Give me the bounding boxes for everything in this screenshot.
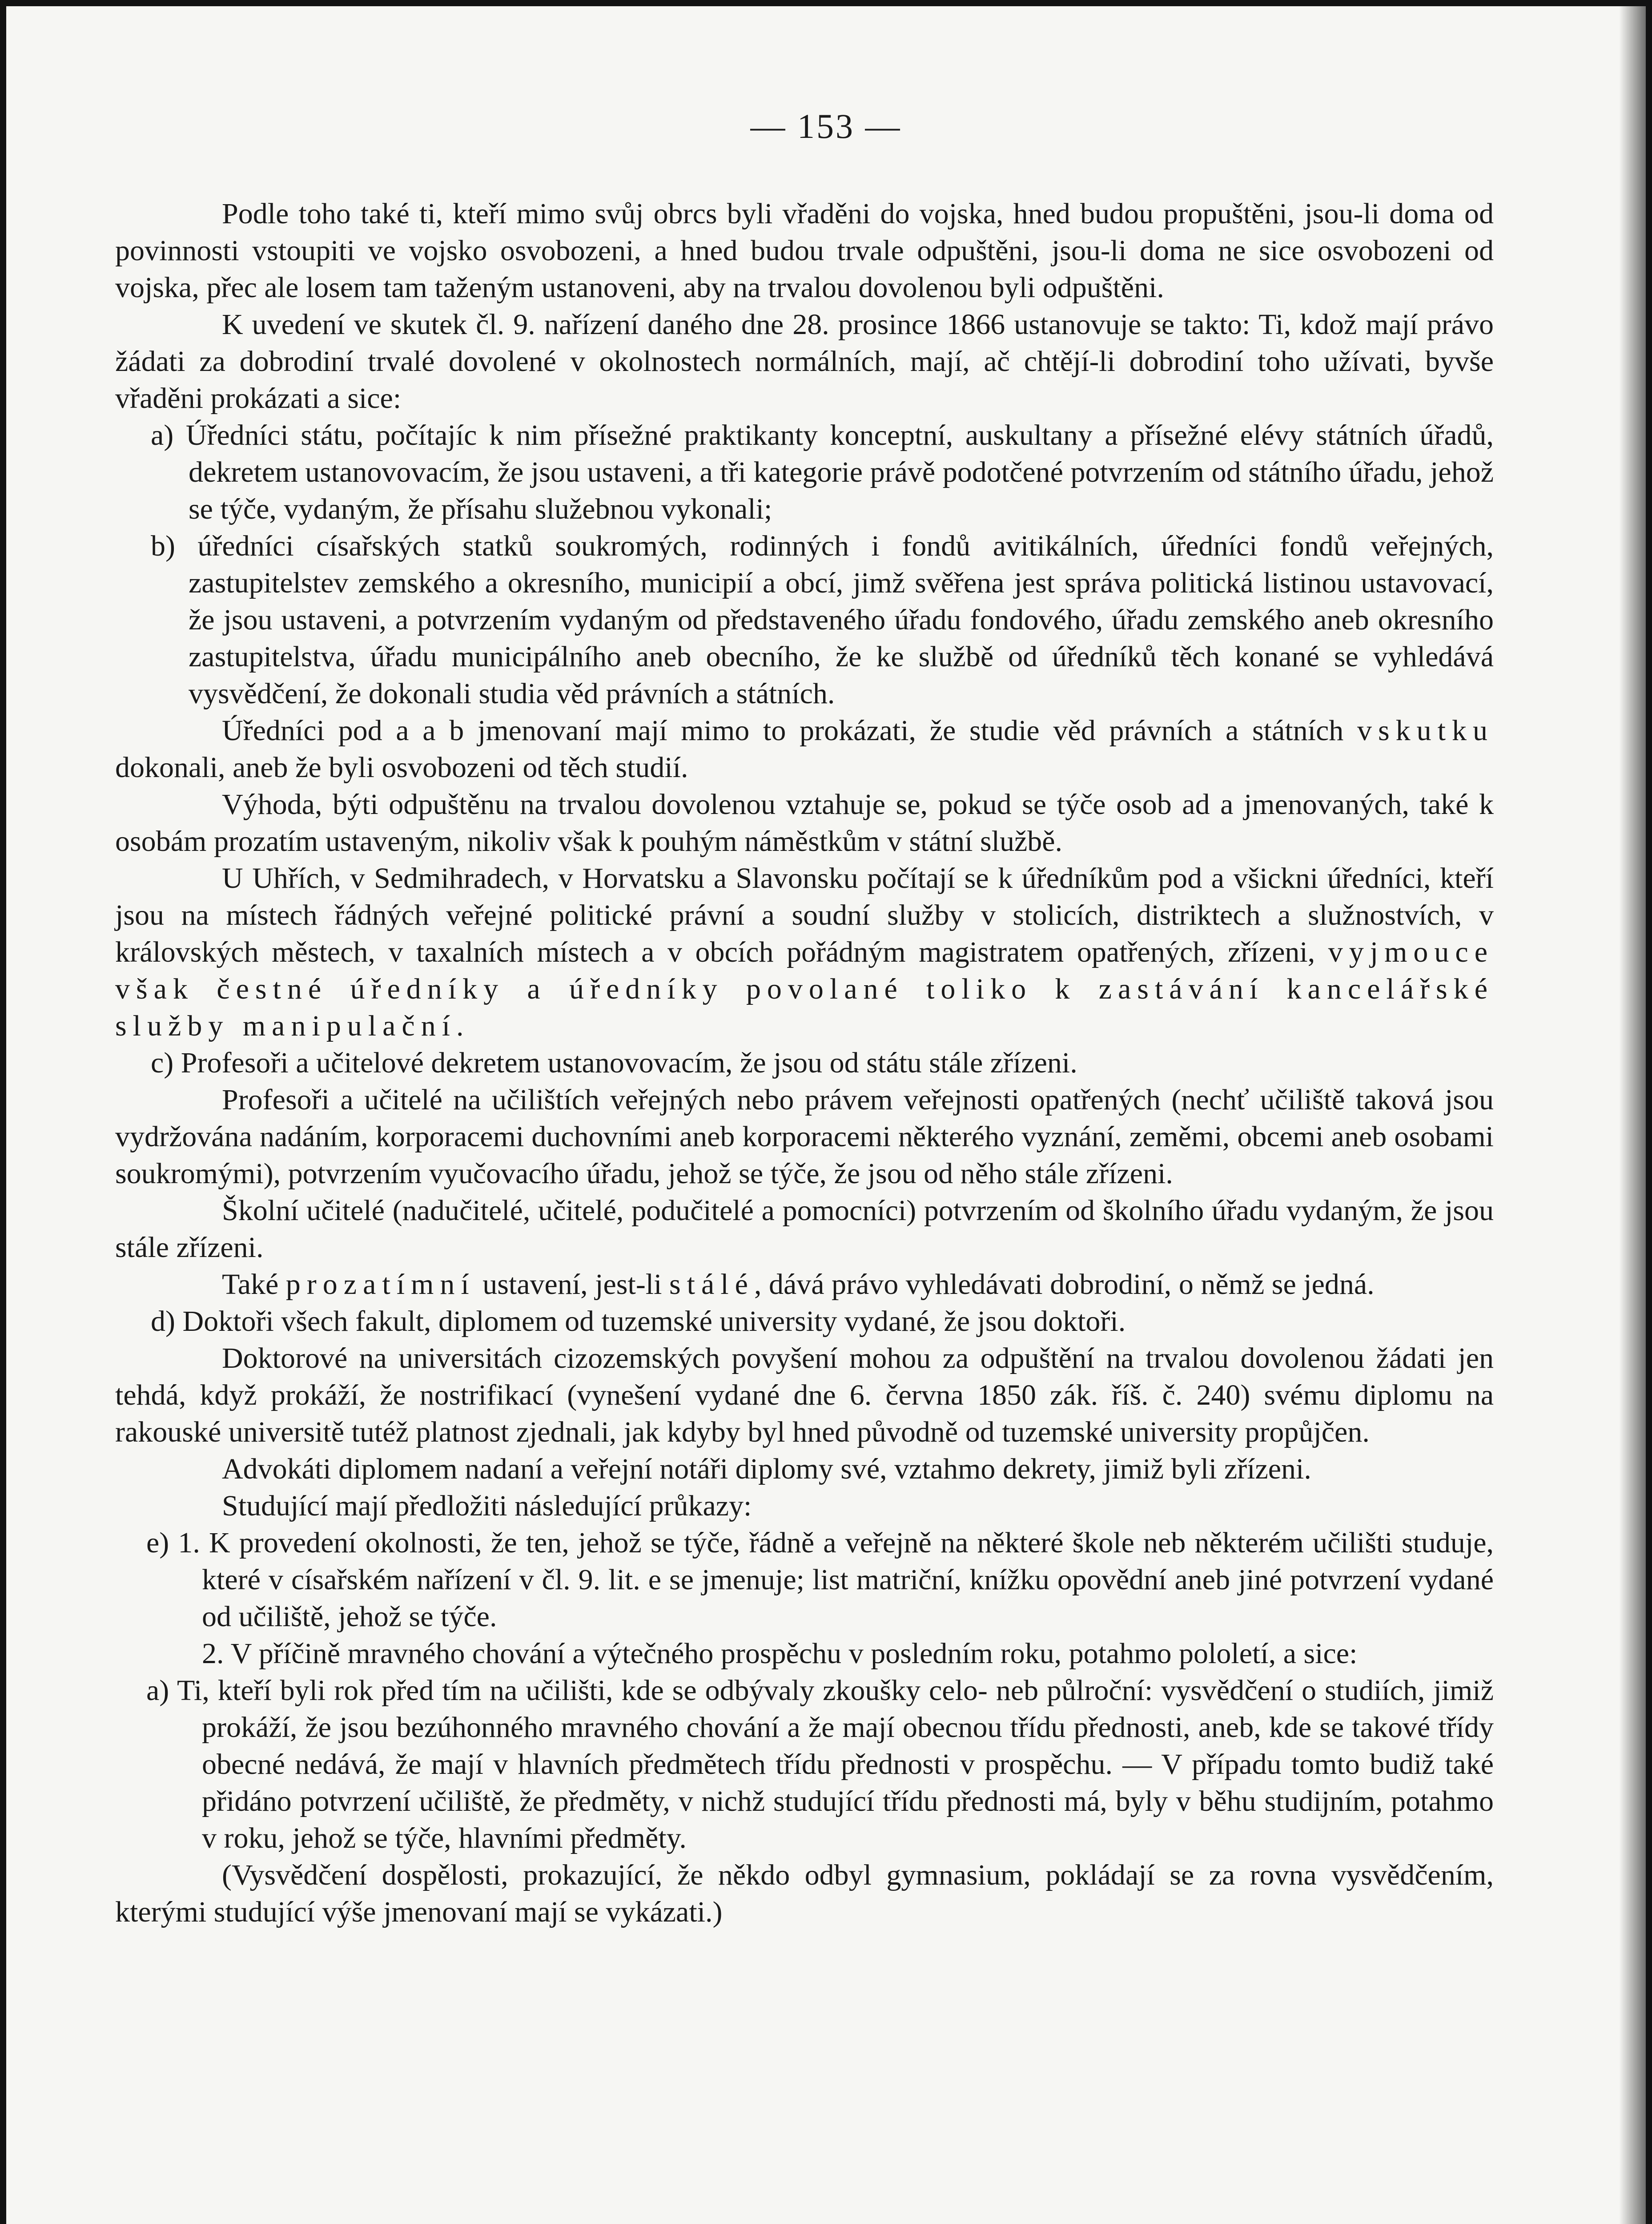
scan-edge-shadow xyxy=(1619,6,1646,2224)
paragraph-text: Doktorové na universitách cizozemských povyšení mohou za odpuštění na trvalou dovolenou žádati jen tehdá, když prokáží, že nostrifikací (vynešení vydané dne 6. června 1850 zák. říš. č. 240) svému diplomu na rakouské universitě tutéž platnost zjednali, jak kdyby byl hned původně od tuzemské university propůjčen. xyxy=(115,1342,1494,1448)
paragraph xyxy=(115,1303,1494,1340)
paragraph xyxy=(115,1672,1494,1857)
paragraph xyxy=(115,1340,1494,1450)
paragraph xyxy=(115,1487,1494,1524)
paragraph-text: Úředníci pod a a b jmenovaní mají mimo to prokázati, že studie věd právních a státních xyxy=(222,714,1357,747)
paragraph-text: b) úředníci císařských statků soukromých, rodinných i fondů avitikálních, úředníci fondů veřejných, zastupitelstev zemského a okresního, municipií a obcí, jimž svěřena jest správa politická listinou ustavovací, že jsou ustaveni, a potvrzením vydaným od představeného úřadu fondového, úřadu zemského aneb okresního zastupitelstva, úřadu municipálního aneb obecního, že ke službě od úředníků těch konané se vyhledává vysvědčení, že dokonali studia věd právních a státních. xyxy=(151,530,1494,710)
paragraph-text: dokonali, aneb že byli osvobozeni od těch studií. xyxy=(115,751,688,784)
paragraph-text: (Vysvědčení dospělosti, prokazující, že někdo odbyl gymnasium, pokládají se za rovna vysvědčením, kterými studující výše jmenovaní mají se vykázati.) xyxy=(115,1859,1494,1928)
page-number: — 153 — xyxy=(750,107,902,145)
paragraph-text: Profesoři a učitelé na učilištích veřejných nebo právem veřejnosti opatřených (nechť učiliště taková jsou vydržována nadáním, korporacemi duchovními aneb korporacemi některého vyznání, zeměmi, obcemi aneb osobami soukromými), potvrzením vyučovacího úřadu, jehož se týče, že jsou od něho stále zřízeni. xyxy=(115,1084,1494,1190)
paragraph xyxy=(115,1857,1494,1930)
paragraph xyxy=(115,1450,1494,1487)
paragraph xyxy=(115,860,1494,1044)
body-text xyxy=(115,195,1494,1930)
paragraph xyxy=(115,1635,1494,1672)
paragraph-text: e) 1. K provedení okolnosti, že ten, jehož se týče, řádně a veřejně na některé škole neb některém učilišti studuje, které v císařském nařízení v čl. 9. lit. e se jmenuje; list matriční, knížku opovědní aneb jiné potvrzení vydané od učiliště, jehož se týče. xyxy=(146,1527,1494,1633)
paragraph xyxy=(115,712,1494,786)
paragraph-text: 2. V příčině mravného chování a výtečného prospěchu v posledním roku, potahmo pololetí, a sice: xyxy=(202,1637,1358,1670)
paragraph xyxy=(115,1081,1494,1192)
paragraph-text: ustavení, jest-li xyxy=(475,1268,669,1301)
paragraph-text: Také xyxy=(222,1268,286,1301)
paragraph xyxy=(115,1524,1494,1635)
paragraph-text: U Uhřích, v Sedmihradech, v Horvatsku a Slavonsku počítají se k úředníkům pod a všickni úředníci, kteří jsou na místech řádných veřejné politické právní a soudní služby v stolicích, distriktech a služnostvích, v královských městech, v taxalních místech a v obcích pořádným magistratem opatřených, zřízeni, xyxy=(115,862,1494,968)
paragraph-text: , dává právo vyhledávati dobrodiní, o němž se jedná. xyxy=(754,1268,1375,1301)
paragraph xyxy=(115,417,1494,528)
paragraph xyxy=(115,1044,1494,1081)
paragraph-text: Výhoda, býti odpuštěnu na trvalou dovolenou vztahuje se, pokud se týče osob ad a jmenovaných, také k osobám prozatím ustaveným, nikoliv však k pouhým náměstkům v státní službě. xyxy=(115,788,1494,858)
spaced-emphasis-text: prozatímní xyxy=(285,1268,475,1301)
paragraph-text: c) Profesoři a učitelové dekretem ustanovovacím, že jsou od státu stále zřízeni. xyxy=(151,1047,1077,1079)
spaced-emphasis-text: stálé xyxy=(669,1268,754,1301)
paragraph xyxy=(115,786,1494,860)
paragraph-text: a) Úředníci státu, počítajíc k nim přísežné praktikanty konceptní, auskultany a přísežné elévy státních úřadů, dekretem ustanovovacím, že jsou ustaveni, a tři kategorie právě podotčené potvrzením od státního úřadu, jehož se týče, vydaným, že přísahu služebnou vykonali; xyxy=(151,419,1494,525)
paragraph-text: Advokáti diplomem nadaní a veřejní notáři diplomy své, vztahmo dekrety, jimiž byli zřízeni. xyxy=(222,1453,1311,1485)
paragraph xyxy=(115,1266,1494,1303)
paragraph-text: Studující mají předložiti následující průkazy: xyxy=(222,1490,752,1522)
paragraph xyxy=(115,306,1494,417)
spaced-emphasis-text: vyjmouce však čestné úředníky a úředníky povolané toliko k zastávání kancelářské služby manipulační. xyxy=(115,936,1494,1042)
paragraph-text: K uvedení ve skutek čl. 9. nařízení daného dne 28. prosince 1866 ustanovuje se takto: Ti, kdož mají právo žádati za dobrodiní trvalé dovolené v okolnostech normálních, mají, ač chtějí-li dobrodiní toho užívati, byvše vřaděni prokázati a sice: xyxy=(115,308,1494,415)
paragraph-text: Školní učitelé (nadučitelé, učitelé, podučitelé a pomocníci) potvrzením od školního úřadu vydaným, že jsou stále zřízeni. xyxy=(115,1194,1494,1264)
paragraph xyxy=(115,528,1494,712)
paragraph xyxy=(115,195,1494,306)
spaced-emphasis-text: vskutku xyxy=(1357,714,1494,747)
paragraph-text: a) Ti, kteří byli rok před tím na učilišti, kde se odbývaly zkoušky celo- neb půlroční: vysvědčení o studiích, jimiž prokáží, že jsou bezúhonného mravného chování a že mají obecnou třídu přednosti, aneb, kde se takové třídy obecné nedává, že mají v hlavních předmětech třídu přednosti v prospěchu. — V případu tomto budiž také přidáno potvrzení učiliště, že předměty, v nichž studující třídu přednosti má, byly v běhu studijním, potahmo v roku, jehož se týče, hlavními předměty. xyxy=(146,1674,1494,1854)
paragraph-text: d) Doktoři všech fakult, diplomem od tuzemské university vydané, že jsou doktoři. xyxy=(151,1305,1126,1338)
paragraph xyxy=(115,1192,1494,1266)
paragraph-text: Podle toho také ti, kteří mimo svůj obrcs byli vřaděni do vojska, hned budou propuštěni, jsou-li doma od povinnosti vstoupiti ve vojsko osvobozeni, a hned budou trvale odpuštěni, jsou-li doma ne sice osvobozeni od vojska, přec ale losem tam taženým ustanoveni, aby na trvalou dovolenou byli odpuštěni. xyxy=(115,197,1494,304)
